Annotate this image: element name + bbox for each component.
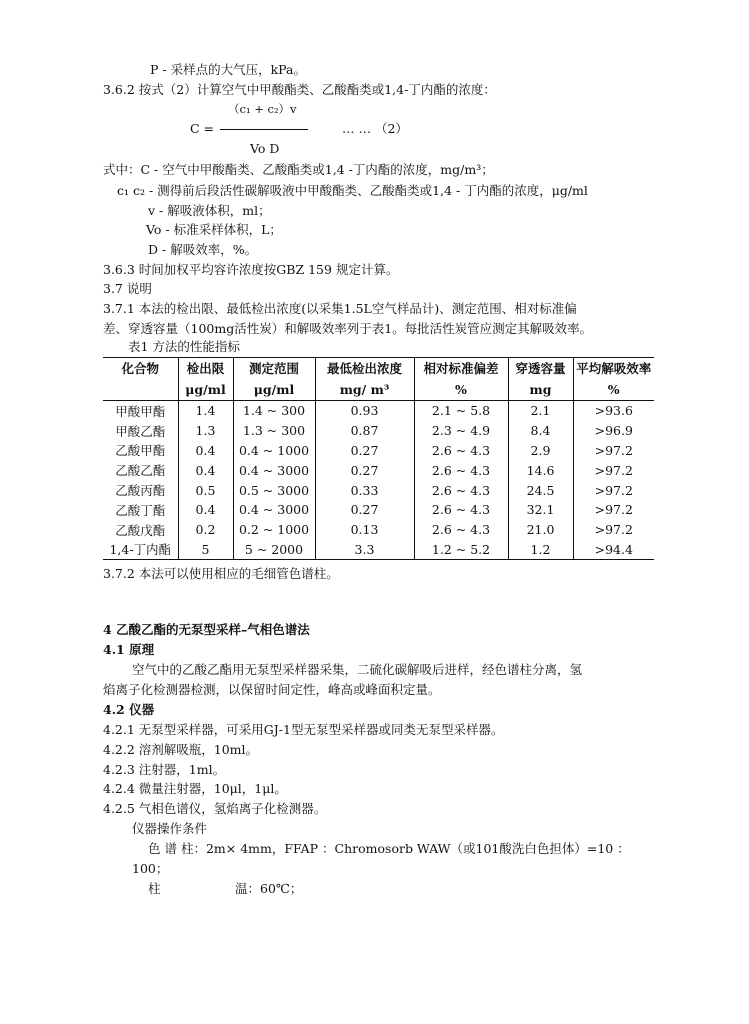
equation-number: … … （2）	[342, 121, 408, 136]
column-temp-value: 温：60℃；	[235, 881, 303, 896]
cell-desorption: >93.6	[573, 401, 654, 421]
fraction-bar	[220, 129, 308, 130]
cell-detection-limit: 0.4	[178, 460, 233, 480]
cell-rsd: 2.6 ~ 4.3	[414, 480, 508, 500]
table-row	[103, 500, 654, 520]
cell-desorption: >96.9	[573, 421, 654, 441]
operating-conditions: 仪器操作条件	[132, 821, 208, 836]
cell-compound: 甲酸乙酯	[115, 423, 166, 439]
cell-min-concentration: 0.27	[315, 441, 414, 461]
section-4-2-4: 4.2.4 微量注射器，10μl，1μl。	[103, 781, 287, 796]
vo-definition: Vo - 标准采样体积，L；	[146, 222, 282, 237]
cell-rsd: 1.2 ~ 5.2	[414, 540, 508, 560]
cell-detection-limit: 5	[178, 540, 233, 560]
cell-breakthrough: 8.4	[508, 421, 573, 441]
cell-desorption: >94.4	[573, 540, 654, 560]
table-caption: 表1 方法的性能指标	[128, 339, 240, 354]
cell-breakthrough: 1.2	[508, 540, 573, 560]
formula-numerator: （c₁ + c₂）v	[228, 102, 297, 116]
header-range-unit: μg/ml	[233, 378, 315, 401]
column-temp-label: 柱	[148, 881, 161, 896]
section-3-7-2: 3.7.2 本法可以使用相应的毛细管色谱柱。	[103, 566, 339, 581]
cell-detection-limit: 0.5	[178, 480, 233, 500]
cell-breakthrough: 32.1	[508, 500, 573, 520]
cell-compound: 乙酸戊酯	[115, 522, 166, 538]
cell-range: 0.4 ~ 3000	[233, 500, 315, 520]
cell-rsd: 2.6 ~ 4.3	[414, 520, 508, 540]
header-breakthrough-unit: mg	[508, 378, 573, 401]
section-4-2-2: 4.2.2 溶剂解吸瓶，10ml。	[103, 742, 259, 757]
c1-c2-definition: c₁ c₂ - 测得前后段活性碳解吸液中甲酸酯类、乙酸酯类或1,4 - 丁内酯的浓度，μg/ml	[117, 183, 588, 198]
cell-min-concentration: 0.87	[315, 421, 414, 441]
cell-rsd: 2.6 ~ 4.3	[414, 441, 508, 461]
section-4-2-5: 4.2.5 气相色谱仪，氢焰离子化检测器。	[103, 801, 327, 816]
cell-range: 0.5 ~ 3000	[233, 480, 315, 500]
p-definition: P - 采样点的大气压，kPa。	[150, 62, 306, 77]
header-range: 测定范围	[233, 358, 315, 379]
cell-breakthrough: 21.0	[508, 520, 573, 540]
table-row	[103, 441, 654, 461]
header-desorption-unit: %	[573, 378, 654, 401]
header-compound: 化合物	[103, 358, 178, 379]
section-4-2-3: 4.2.3 注射器，1ml。	[103, 762, 226, 777]
cell-compound: 乙酸丙酯	[115, 483, 166, 499]
cell-desorption: >97.2	[573, 520, 654, 540]
cell-compound: 1,4-丁内酯	[103, 540, 178, 560]
header-min-concentration-unit: mg/ m³	[315, 378, 414, 401]
cell-compound: 乙酸乙酯	[115, 463, 166, 479]
cell-rsd: 2.1 ~ 5.8	[414, 401, 508, 421]
cell-rsd: 2.3 ~ 4.9	[414, 421, 508, 441]
cell-range: 0.4 ~ 3000	[233, 460, 315, 480]
section-3-7-1-line1: 3.7.1 本法的检出限、最低检出浓度(以采集1.5L空气样品计)、测定范围、相对标准偏	[103, 301, 577, 316]
header-min-concentration: 最低检出浓度	[315, 358, 414, 379]
para-4-1-line1: 空气中的乙酸乙酯用无泵型采样器采集，二硫化碳解吸后进样，经色谱柱分离，氢	[132, 662, 583, 677]
header-rsd-unit: %	[414, 378, 508, 401]
heading-4: 4 乙酸乙酯的无泵型采样–气相色谱法	[103, 622, 310, 637]
cell-detection-limit: 0.4	[178, 500, 233, 520]
cell-breakthrough: 2.9	[508, 441, 573, 461]
cell-desorption: >97.2	[573, 441, 654, 461]
cell-compound: 甲酸甲酯	[115, 403, 166, 419]
cell-desorption: >97.2	[573, 480, 654, 500]
cell-detection-limit: 1.4	[178, 401, 233, 421]
cell-min-concentration: 3.3	[315, 540, 414, 560]
header-compound-unit	[103, 378, 178, 401]
header-desorption: 平均解吸效率	[573, 358, 654, 379]
cell-min-concentration: 0.27	[315, 500, 414, 520]
section-4-2-1: 4.2.1 无泵型采样器，可采用GJ-1型无泵型采样器或同类无泵型采样器。	[103, 722, 504, 737]
cell-compound: 乙酸丁酯	[115, 502, 166, 518]
para-4-1-line2: 焰离子化检测器检测，以保留时间定性，峰高或峰面积定量。	[103, 682, 441, 697]
header-breakthrough: 穿透容量	[508, 358, 573, 379]
cell-detection-limit: 1.3	[178, 421, 233, 441]
table-row	[103, 520, 654, 540]
cell-min-concentration: 0.93	[315, 401, 414, 421]
table-row	[103, 460, 654, 480]
header-detection-limit: 检出限	[178, 358, 233, 379]
cell-desorption: >97.2	[573, 500, 654, 520]
v-definition: v - 解吸液体积，ml；	[148, 203, 271, 218]
cell-min-concentration: 0.33	[315, 480, 414, 500]
cell-breakthrough: 2.1	[508, 401, 573, 421]
cell-breakthrough: 24.5	[508, 480, 573, 500]
column-spec-line1: 色 谱 柱：2m× 4mm，FFAP ：Chromosorb WAW（或101酸洗白色担体）=10 ：	[148, 841, 630, 856]
section-3-6-3: 3.6.3 时间加权平均容许浓度按GBZ 159 规定计算。	[103, 262, 399, 277]
performance-table	[103, 357, 654, 560]
cell-range: 0.4 ~ 1000	[233, 441, 315, 461]
section-3-7: 3.7 说明	[103, 281, 152, 296]
table-row	[103, 421, 654, 441]
column-spec-line2: 100；	[132, 861, 169, 876]
table-row	[103, 540, 654, 560]
heading-4-1: 4.1 原理	[103, 642, 155, 657]
header-detection-limit-unit: μg/ml	[178, 378, 233, 401]
table-row	[103, 401, 654, 421]
heading-4-2: 4.2 仪器	[103, 702, 155, 717]
where-c: 式中：C - 空气中甲酸酯类、乙酸酯类或1,4 -丁内酯的浓度，mg/m³；	[103, 162, 494, 177]
cell-min-concentration: 0.27	[315, 460, 414, 480]
section-3-6-2: 3.6.2 按式（2）计算空气中甲酸酯类、乙酸酯类或1,4-丁内酯的浓度：	[103, 82, 496, 97]
formula-c-equals: C =	[190, 121, 215, 136]
cell-rsd: 2.6 ~ 4.3	[414, 460, 508, 480]
cell-range: 1.3 ~ 300	[233, 421, 315, 441]
cell-desorption: >97.2	[573, 460, 654, 480]
cell-range: 0.2 ~ 1000	[233, 520, 315, 540]
table-row	[103, 480, 654, 500]
cell-rsd: 2.6 ~ 4.3	[414, 500, 508, 520]
cell-detection-limit: 0.2	[178, 520, 233, 540]
cell-breakthrough: 14.6	[508, 460, 573, 480]
cell-compound: 乙酸甲酯	[115, 443, 166, 459]
cell-min-concentration: 0.13	[315, 520, 414, 540]
d-definition: D - 解吸效率，%。	[148, 242, 258, 257]
cell-detection-limit: 0.4	[178, 441, 233, 461]
formula-denominator: Vo D	[250, 141, 280, 156]
cell-range: 1.4 ~ 300	[233, 401, 315, 421]
header-rsd: 相对标准偏差	[414, 358, 508, 379]
section-3-7-1-line2: 差、穿透容量（100mg活性炭）和解吸效率列于表1。每批活性炭管应测定其解吸效率。	[103, 321, 593, 336]
cell-range: 5 ~ 2000	[233, 540, 315, 560]
